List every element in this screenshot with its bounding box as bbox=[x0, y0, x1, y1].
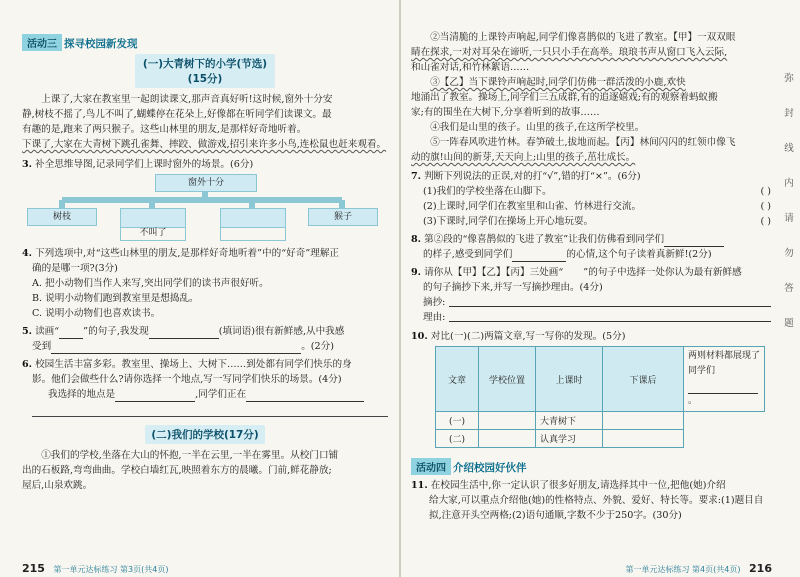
q9-number: 9. bbox=[411, 267, 422, 278]
table-cell-blank[interactable] bbox=[603, 412, 684, 430]
q11-number: 11. bbox=[411, 480, 428, 491]
q6-text: 校园生活丰富多彩。教室里、操场上、大树下……到处都有同学们快乐的身 bbox=[35, 359, 352, 370]
mindmap-center: 窗外十分 bbox=[155, 174, 257, 192]
q5-number: 5. bbox=[22, 326, 33, 337]
activity3-tag: 活动三 bbox=[22, 34, 62, 51]
left-footer bbox=[22, 562, 168, 575]
table-header: 上课时 bbox=[536, 347, 603, 412]
q9-text-2: ”的句子中选择一处你认为最有新鲜感 bbox=[583, 267, 742, 278]
q3-text: 补全思维导图,记录同学们上课时窗外的场景。(6分) bbox=[35, 159, 254, 170]
q10-text: 对比(一)(二)两篇文章,写一写你的发现。(5分) bbox=[430, 331, 626, 342]
seal-char: 封 bbox=[784, 108, 794, 119]
q4-text-2: 确的是哪一项?(3分) bbox=[32, 263, 118, 274]
q6-activity-blank[interactable] bbox=[246, 390, 364, 402]
seal-char: 线 bbox=[784, 143, 794, 154]
q5-mark-sample bbox=[59, 327, 83, 339]
passage2 bbox=[22, 448, 388, 493]
passage2-title: (二)我们的学校(17分) bbox=[145, 425, 265, 444]
q8-line2a: 的样子,感受到同学们 bbox=[423, 249, 513, 260]
q4-option-c[interactable]: C. 说明小动物们也喜欢读书。 bbox=[32, 308, 161, 319]
table-cell: (二) bbox=[436, 430, 479, 448]
q10-number: 10. bbox=[411, 331, 428, 342]
passage1-line: 静,树枝不摇了,鸟儿不叫了,蝴蝶停在花朵上,好像都在听同学们读课文。最 bbox=[22, 109, 332, 120]
passage2-line: 家;有的围坐在大树下,分享着听到的故事…… bbox=[411, 107, 600, 118]
q9-reason-label: 理由: bbox=[423, 312, 446, 323]
q9-reason-line[interactable] bbox=[449, 310, 771, 322]
q9-line2: 的句子摘抄下来,并写一写摘抄理由。(4分) bbox=[423, 282, 603, 293]
q6-activity-label: ,同学们正在 bbox=[195, 389, 247, 400]
q5-mid: ”的句子,我发现 bbox=[83, 326, 149, 337]
q6 bbox=[22, 357, 388, 417]
activity3-title: 探寻校园新发现 bbox=[64, 38, 138, 50]
q6-number: 6. bbox=[22, 359, 33, 370]
passage2-line: ①我们的学校,坐落在大山的怀抱,一半在云里,一半在雾里。从校门口铺 bbox=[41, 450, 339, 461]
q3-number: 3. bbox=[22, 159, 33, 170]
left-page-number: 215 bbox=[22, 562, 45, 575]
passage2-line: ④我们是山里的孩子。山里的孩子,在这所学校里。 bbox=[430, 122, 645, 133]
table-cell-blank[interactable] bbox=[479, 412, 536, 430]
q9-text: 请你从【甲】【乙】【丙】三处画“ bbox=[424, 267, 564, 278]
seal-char: 勿 bbox=[784, 248, 794, 259]
q7-answer-3[interactable]: ( ) bbox=[760, 216, 771, 227]
right-footer bbox=[626, 562, 772, 575]
activity3-header bbox=[22, 32, 388, 51]
q4-option-a[interactable]: A. 把小动物们当作人来写,突出同学们的读书声很好听。 bbox=[32, 278, 269, 289]
activity4-header bbox=[411, 456, 771, 475]
table-cell-blank[interactable] bbox=[479, 430, 536, 448]
table-header: 学校位置 bbox=[479, 347, 536, 412]
activity4-tag: 活动四 bbox=[411, 458, 451, 475]
mindmap-box-3 bbox=[220, 208, 286, 228]
passage2-line: 地涌出了教室。操场上,同学们三五成群,有的追逐嬉戏;有的观察着蚂蚁搬 bbox=[411, 92, 718, 103]
q7-item-3: (3)下课时,同学们在操场上开心地玩耍。 bbox=[423, 216, 594, 227]
table-header: 文章 bbox=[436, 347, 479, 412]
seal-line-notice bbox=[782, 70, 796, 350]
right-page-number: 216 bbox=[749, 562, 772, 575]
mindmap-box-birds: 不叫了 bbox=[120, 227, 186, 241]
table-summary-cell[interactable] bbox=[684, 347, 765, 412]
q8-text: 第②段的“像喜鹊似的飞进了教室”让我们仿佛看到同学们 bbox=[424, 234, 665, 245]
q6-answer-line[interactable] bbox=[32, 402, 388, 417]
mindmap bbox=[22, 172, 388, 242]
passage2-continued bbox=[411, 30, 771, 165]
right-page bbox=[401, 0, 800, 577]
q8-line2b: 的心情,这个句子读着真新鲜!(2分) bbox=[566, 249, 712, 260]
q9-copy-line[interactable] bbox=[449, 295, 771, 307]
q7 bbox=[411, 169, 771, 229]
q8-blank-1[interactable] bbox=[664, 235, 724, 247]
table-cell: 认真学习 bbox=[536, 430, 603, 448]
table-cell: 大青树下 bbox=[536, 412, 603, 430]
seal-char: 答 bbox=[784, 283, 794, 294]
q7-answer-2[interactable]: ( ) bbox=[760, 201, 771, 212]
q9-copy-label: 摘抄: bbox=[423, 297, 446, 308]
passage2-line: ⑤一阵春风吹进竹林。春笋破土,拔地而起。【丙】林间闪闪的红领巾像飞 bbox=[430, 137, 736, 148]
passage2-line-underlined: 动的旗!山间的新芽,天天向上;山里的孩子,茁壮成长。 bbox=[411, 152, 636, 163]
q7-number: 7. bbox=[411, 171, 422, 182]
passage2-line: 和山雀对话,和竹林絮语…… bbox=[411, 62, 530, 73]
table-summary-text: 两则材料都展现了同学们 bbox=[688, 351, 761, 376]
q4-option-b[interactable]: B. 说明小动物们跑到教室里是想捣乱。 bbox=[32, 293, 199, 304]
passage1 bbox=[22, 92, 388, 152]
passage2-line: 屋后,山泉欢跳。 bbox=[22, 480, 93, 491]
left-page bbox=[0, 0, 399, 577]
q5 bbox=[22, 324, 388, 354]
q5-line2: 受到 bbox=[32, 341, 52, 352]
activity4-title: 介绍校园好伙伴 bbox=[453, 462, 527, 474]
table-summary-end: 。 bbox=[688, 396, 698, 406]
left-content bbox=[22, 32, 388, 493]
q6-text-2: 影。他们会做些什么?请你选择一个地点,写一写同学们快乐的场景。(4分) bbox=[32, 374, 342, 385]
right-footer-text: 第一单元达标练习 第4页(共4页) bbox=[625, 565, 741, 574]
table-cell: (一) bbox=[436, 412, 479, 430]
table-header: 下课后 bbox=[603, 347, 684, 412]
left-footer-text: 第一单元达标练习 第3页(共4页) bbox=[53, 565, 169, 574]
passage2-line-underlined: 睛在探求,一对对耳朵在谛听,一只只小手在高举。琅琅书声从窗口飞入云际, bbox=[411, 47, 728, 58]
q11-line-2: 给大家,可以重点介绍他(她)的性格特点、外貌、爱好、特长等。要求:(1)题目自拟,注意开头空两格;(2)语句通顺,字数不少于250字。(30分) bbox=[429, 495, 764, 521]
table-cell-blank[interactable] bbox=[603, 430, 684, 448]
q7-item-1: (1)我们的学校坐落在山脚下。 bbox=[423, 186, 552, 197]
q7-item-2: (2)上课时,同学们在教室里和山雀、竹林进行交流。 bbox=[423, 201, 642, 212]
q8-blank-2[interactable] bbox=[512, 250, 566, 262]
q4-text: 下列选项中,对“这些山林里的朋友,是那样好奇地听着”中的“好奇”理解正 bbox=[35, 248, 340, 259]
q5-feeling-blank[interactable] bbox=[51, 342, 301, 354]
passage2-line: 出的石板路,弯弯曲曲。学校白墙红瓦,映照着东方的晨曦。门前,鲜花静放; bbox=[22, 465, 332, 476]
q5-score: 。(2分) bbox=[301, 341, 334, 352]
passage1-line: 上课了,大家在教室里一起朗读课文,那声音真好听!这时候,窗外十分安 bbox=[41, 94, 333, 105]
q4 bbox=[22, 246, 388, 321]
q10 bbox=[411, 329, 771, 448]
passage2-line: ②当清脆的上课铃声响起,同学们像喜鹊似的飞进了教室。【甲】一双双眼 bbox=[430, 32, 736, 43]
table-summary-blank[interactable] bbox=[688, 382, 758, 394]
q6-location-label: 我选择的地点是 bbox=[48, 389, 116, 400]
table-row bbox=[436, 412, 765, 430]
q5-word-blank[interactable] bbox=[149, 327, 219, 339]
table-row bbox=[436, 430, 765, 448]
mindmap-box-3-blank[interactable] bbox=[220, 227, 286, 241]
q4-number: 4. bbox=[22, 248, 33, 259]
q9 bbox=[411, 265, 771, 325]
q5-mid2: (填词语)很有新鲜感,从中我感 bbox=[218, 326, 345, 337]
seal-char: 请 bbox=[784, 213, 794, 224]
seal-char: 题 bbox=[784, 318, 794, 329]
q8-number: 8. bbox=[411, 234, 422, 245]
comparison-table bbox=[435, 346, 765, 448]
q11-line-1: 在校园生活中,你一定认识了很多好朋友,请选择其中一位,把他(她)介绍 bbox=[430, 480, 726, 491]
q11 bbox=[411, 478, 771, 523]
right-content bbox=[411, 30, 771, 523]
q7-answer-1[interactable]: ( ) bbox=[760, 186, 771, 197]
mindmap-box-branches: 树枝 bbox=[27, 208, 97, 226]
q3 bbox=[22, 157, 388, 172]
passage1-title: (一)大青树下的小学(节选)(15分) bbox=[135, 54, 275, 88]
q6-location-blank[interactable] bbox=[115, 390, 195, 402]
mindmap-box-monkeys: 猴子 bbox=[308, 208, 378, 226]
seal-char: 内 bbox=[784, 178, 794, 189]
q5-pre: 读画“ bbox=[35, 326, 60, 337]
q8 bbox=[411, 232, 771, 262]
seal-char: 弥 bbox=[784, 73, 794, 84]
passage1-line-underlined: 下课了,大家在大青树下跳孔雀舞、摔跤、做游戏,招引来许多小鸟,连松鼠也赶来观看。 bbox=[22, 139, 387, 150]
q7-text: 判断下列说法的正误,对的打“√”,错的打“×”。(6分) bbox=[424, 171, 641, 182]
mindmap-box-2 bbox=[120, 208, 186, 228]
passage2-line-underlined: ③【乙】当下课铃声响起时,同学们仿佛一群活泼的小鹿,欢快 bbox=[430, 77, 686, 88]
passage1-line: 有趣的是,跑来了两只猴子。这些山林里的朋友,是那样好奇地听着。 bbox=[22, 124, 307, 135]
